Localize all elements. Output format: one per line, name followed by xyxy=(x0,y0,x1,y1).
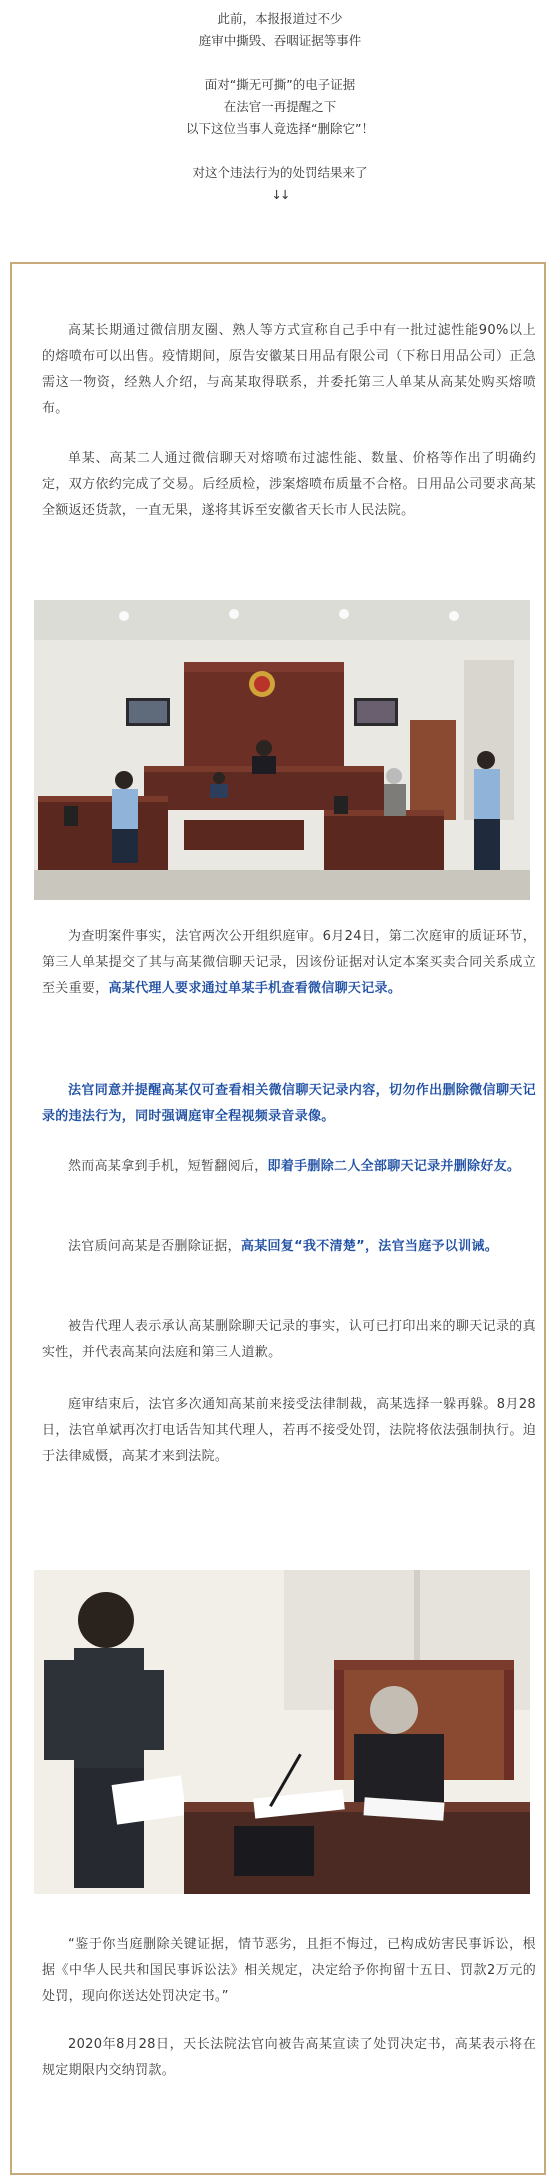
paragraph-6-text: 法官质问高某是否删除证据， xyxy=(68,1239,241,1254)
paragraph-7: 被告代理人表示承认高某删除聊天记录的事实，认可已打印出来的聊天记录的真实性，并代表高某向法庭和第三人道歉。 xyxy=(42,1319,536,1360)
intro-line: 面对“撕无可撕”的电子证据 xyxy=(204,77,356,92)
paragraph-4: 法官同意并提醒高某仅可查看相关微信聊天记录内容，切勿作出删除微信聊天记录的违法行为，同时强调庭审全程视频录音录像。 xyxy=(42,1083,536,1124)
paragraph-6 xyxy=(42,1234,536,1260)
intro-line: 庭审中撕毁、吞咽证据等事件 xyxy=(198,33,362,48)
paragraph-3-highlight: 高某代理人要求通过单某手机查看微信聊天记录。 xyxy=(108,981,402,996)
penalty-delivery-image xyxy=(34,1570,530,1894)
intro-line: 此前，本报报道过不少 xyxy=(217,11,343,26)
paragraph-9: “鉴于你当庭删除关键证据，情节恶劣，且拒不悔过，已构成妨害民事诉讼，根据《中华人民共和国民事诉讼法》相关规定，决定给予你拘留十五日、罚款2万元的处罚，现向你送达处罚决定书。” xyxy=(42,1937,536,2004)
paragraph-8: 庭审结束后，法官多次通知高某前来接受法律制裁，高某选择一躲再躲。8月28日，法官单斌再次打电话告知其代理人，若再不接受处罚，法院将依法强制执行。迫于法律威慑，高某才来到法院。 xyxy=(42,1397,536,1464)
paragraph-3-text: 为查明案件事实，法官两次公开组织庭审。6月24日，第二次庭审的质证环节，第三人单某提交了其与高某微信聊天记录，因该份证据对认定本案买卖合同关系成立至关重要， xyxy=(42,929,536,996)
intro-line: 对这个违法行为的处罚结果来了 xyxy=(192,165,368,180)
paragraph-10: 2020年8月28日，天长法院法官向被告高某宣读了处罚决定书，高某表示将在规定期限内交纳罚款。 xyxy=(42,2037,536,2078)
paragraph-3 xyxy=(42,924,536,1002)
penalty-delivery-photo xyxy=(34,1570,530,1894)
article-card xyxy=(10,262,546,2175)
paragraph-5 xyxy=(42,1154,536,1180)
intro-section xyxy=(0,0,560,262)
paragraph-6-highlight: 高某回复“我不清楚”，法官当庭予以训诫。 xyxy=(240,1239,498,1254)
paragraph-2: 单某、高某二人通过微信聊天对熔喷布过滤性能、数量、价格等作出了明确约定，双方依约完成了交易。后经质检，涉案熔喷布质量不合格。日用品公司要求高某全额返还货款，一直无果，遂将其诉至安徽省天长市人民法院。 xyxy=(42,451,536,518)
paragraph-1: 高某长期通过微信朋友圈、熟人等方式宣称自己手中有一批过滤性能90%以上的熔喷布可以出售。疫情期间，原告安徽某日用品有限公司（下称日用品公司）正急需这一物资，经熟人介绍，与高某取得联系，并委托第三人单某从高某处购买熔喷布。 xyxy=(42,323,536,416)
intro-line: 在法官一再提醒之下 xyxy=(223,99,337,114)
intro-line: 以下这位当事人竟选择“删除它”！ xyxy=(186,121,374,136)
paragraph-5-text: 然而高某拿到手机，短暂翻阅后， xyxy=(68,1159,268,1174)
courtroom-image xyxy=(34,600,530,900)
courtroom-photo xyxy=(34,600,530,900)
paragraph-5-highlight: 即着手删除二人全部聊天记录并删除好友。 xyxy=(267,1159,521,1174)
down-arrows-icon: ↓↓ xyxy=(271,187,289,202)
